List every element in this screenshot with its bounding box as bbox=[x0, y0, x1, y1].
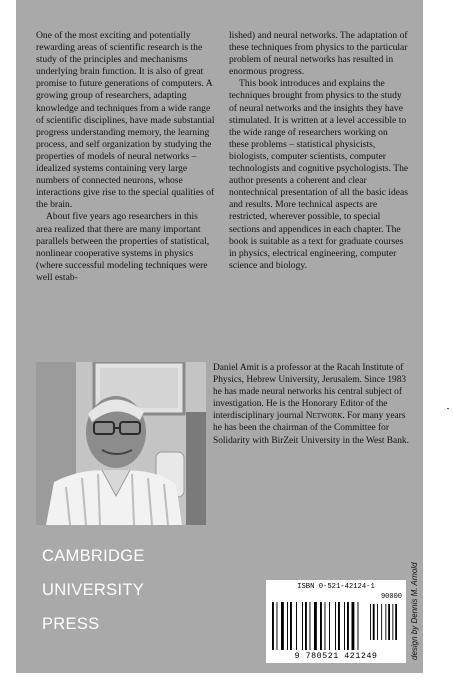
journal-name: Network bbox=[305, 411, 343, 422]
author-bio bbox=[213, 362, 409, 447]
author-bio-after: . For many years he has been the chairman of the Committee for Solidarity with BirZeit University in the West Bank. bbox=[213, 411, 409, 446]
author-bio-text bbox=[213, 362, 409, 447]
blurb-paragraph-3: This book introduces and explains the techniques brought from physics to the study of neural networks and the insights they have stimulated. It is written at a level accessible to the wide range of researchers working on these problems – statistical physicists, biologists, computer scientists, computer technologists and cognitive psychologists. The author presents a coherent and clear nontechnical presentation of all the basic ideas and results. More technical aspects are restricted, wherever possible, to special sections and appendices in each chapter. The book is suitable as a text for graduate courses in physics, electrical engineering, computer science and biology. bbox=[229, 78, 409, 271]
publisher-line-2: UNIVERSITY bbox=[42, 581, 145, 599]
design-credit: design by Dennis M. Arnold bbox=[410, 562, 419, 660]
blurb-left-column bbox=[36, 30, 216, 284]
author-bio-before: Daniel Amit is a professor at the Racah Institute of Physics, Hebrew University, Jerusalem. Since 1983 he has made neural networks his central subject of investigation. He is the Honorary Editor of the interdisciplinary journal bbox=[213, 363, 407, 422]
price-code: 90000 bbox=[380, 593, 402, 601]
blurb-paragraph-1: One of the most exciting and potentially rewarding areas of scientific research is the study of the principles and mechanisms underlying brain function. It is also of great promise to future generations of computers. A growing group of researchers, adapting knowledge and techniques from a wide range of scientific disciplines, have made substantial progress understanding memory, the learning process, and self organization by studying the properties of models of neural networks – idealized systems containing very large numbers of connected neurons, whose interactions give rise to the special qualities of the brain. bbox=[36, 30, 215, 211]
edge-mark bbox=[447, 408, 449, 409]
barcode-box bbox=[266, 580, 406, 663]
blurb-paragraph-2: About five years ago researchers in this area realized that there are many important parallels between the properties of statistical, nonlinear cooperative systems in physics (where successful modeling techniques were well estab- bbox=[36, 211, 210, 283]
isbn-text: ISBN 0-521-42124-1 bbox=[297, 583, 375, 591]
author-photo bbox=[36, 362, 206, 525]
ean-number: 9 780521 421249 bbox=[294, 651, 378, 661]
author-photo-image bbox=[36, 362, 206, 525]
blurb-right-column bbox=[229, 30, 409, 272]
publisher-line-1: CAMBRIDGE bbox=[42, 547, 145, 565]
blurb-paragraph-2-continued: lished) and neural networks. The adaptation of these techniques from physics to the particular problem of neural networks has resulted in enormous progress. bbox=[229, 30, 408, 78]
publisher-line-3: PRESS bbox=[42, 615, 100, 633]
